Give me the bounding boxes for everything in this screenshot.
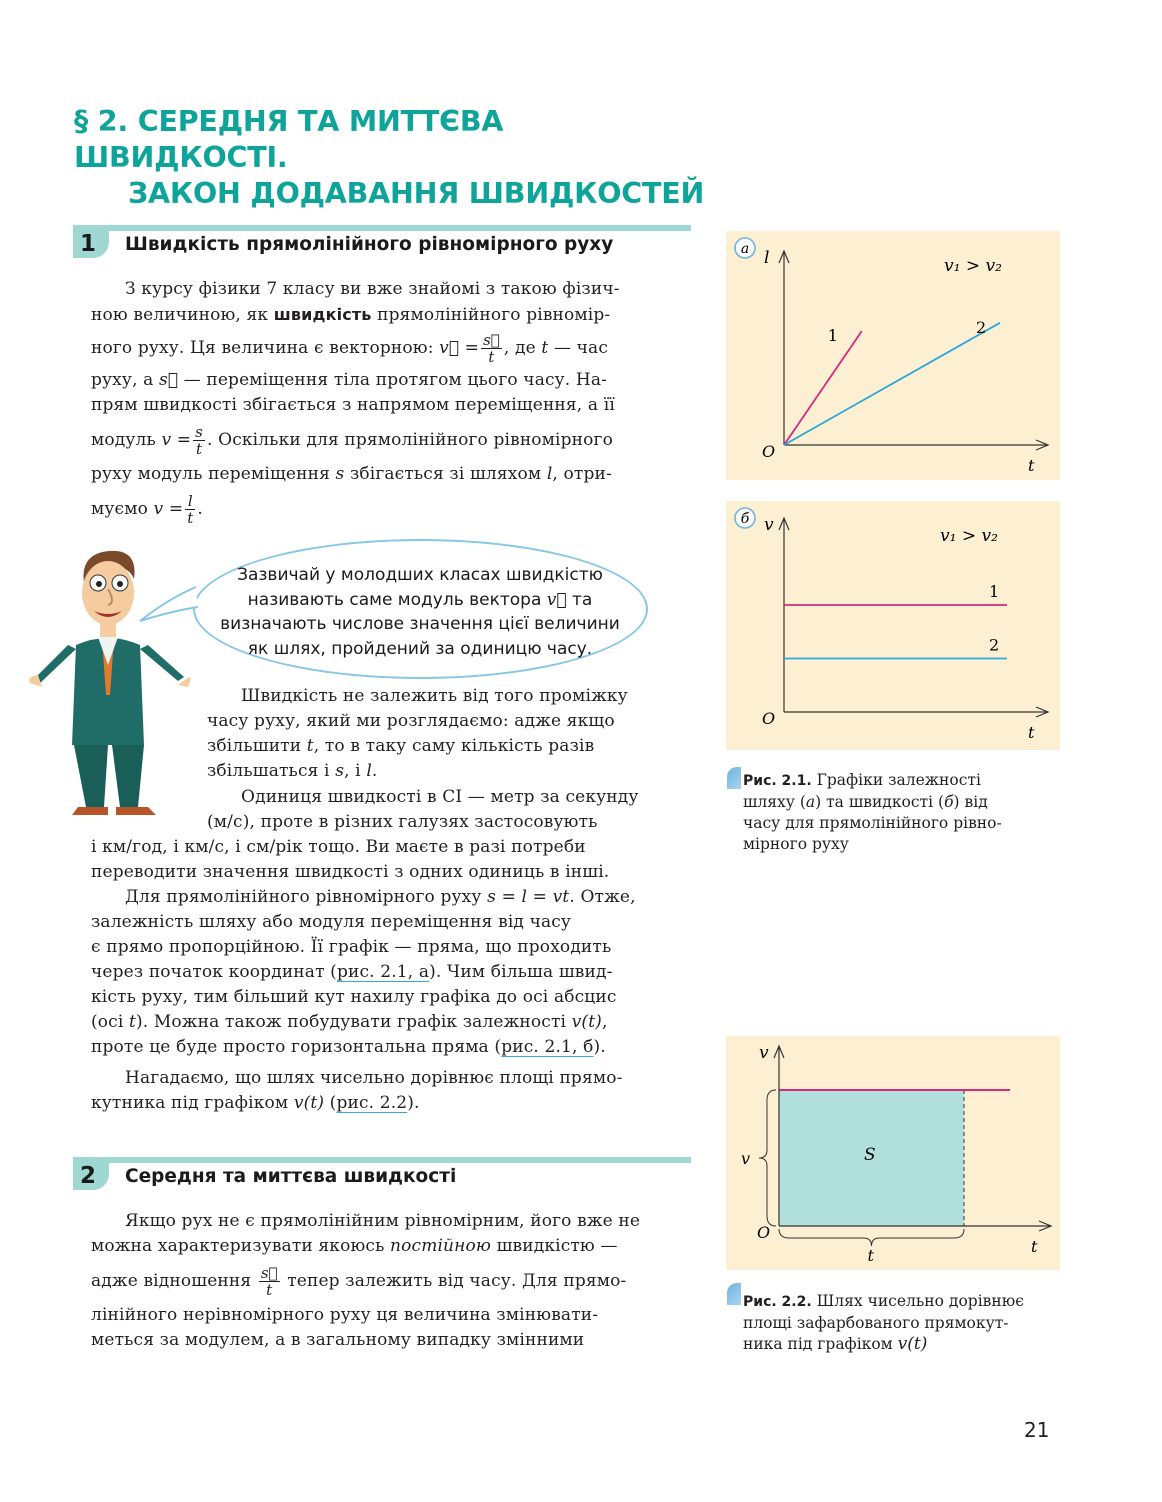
figure-2-2-panel (726, 1036, 1060, 1270)
text-line: (м/с), проте в різних галузях застосовують (207, 812, 598, 832)
speech-bubble-tail (138, 585, 200, 625)
relation-label: v₁ > v₂ (940, 526, 998, 546)
origin-label: O (762, 442, 776, 461)
brace-v-label: v (741, 1149, 751, 1168)
text-line: залежність шляху або модуля переміщення від часу (91, 912, 572, 932)
text-line: є прямо пропорційною. Її графік — пряма, що проходить (91, 937, 612, 957)
page-title (74, 104, 714, 212)
horizontal-brace (779, 1229, 964, 1246)
paragraph-6 (91, 1209, 691, 1353)
figure-link-2-1a[interactable]: рис. 2.1, а (336, 962, 430, 982)
series-line-2 (784, 323, 1000, 445)
section-bar (73, 225, 691, 231)
origin-label: O (762, 709, 776, 728)
caption-marker (727, 1283, 741, 1305)
series-line-1 (784, 331, 862, 445)
caption-marker (727, 767, 741, 789)
section-bar (73, 1157, 691, 1163)
section-2-header (73, 1157, 691, 1190)
text-line: можна характеризувати якоюсь постійною швидкістю — (91, 1236, 618, 1256)
fraction-l-over-t: $\frac{l}{t}$ (187, 492, 194, 527)
text-line: муємо v = $\frac{l}{t}$ . (91, 492, 203, 527)
panel-badge-label: а (740, 241, 750, 257)
text-line: ною величиною, як швидкість прямолінійного рівномір- (91, 305, 611, 325)
text-line: кість руху, тим більший кут нахилу графіка до осі абсцис (91, 987, 617, 1007)
text-line: модуль v = $\frac{s}{t}$ . Оскільки для прямолінійного рівномірного (91, 423, 613, 458)
figure-2-1-caption: Рис. 2.1. Графіки залежності шляху (а) та швидкості (б) від часу для прямолінійного рівно- мірного руху (743, 771, 1002, 853)
panel-badge-label: б (740, 511, 750, 527)
title-line-2: ЗАКОН ДОДАВАННЯ ШВИДКОСТЕЙ (128, 177, 705, 210)
text-line: і км/год, і км/с, і см/рік тощо. Ви маєте в разі потреби (91, 837, 586, 857)
y-axis-label: l (764, 248, 770, 268)
figure-link-2-2[interactable]: рис. 2.2 (336, 1093, 408, 1113)
text-line: меться за модулем, а в загальному випадку змінними (91, 1330, 585, 1350)
text-line: переводити значення швидкості з одних одиниць в інші. (91, 862, 610, 882)
figure-2-1a-panel (726, 231, 1060, 480)
text-line: (осі t). Можна також побудувати графік залежності v(t), (91, 1012, 608, 1032)
area-under-graph (726, 1036, 1060, 1270)
text-line: Нагадаємо, що шлях чисельно дорівнює площі прямо- (125, 1068, 623, 1088)
text-line: руху модуль переміщення s збігається зі шляхом l, отри- (91, 464, 612, 484)
text-line: Швидкість не залежить від того проміжку (241, 686, 628, 706)
title-line-1: § 2. СЕРЕДНЯ ТА МИТТЄВА ШВИДКОСТІ. (74, 105, 504, 174)
section-number: 1 (73, 231, 109, 258)
relation-label: v₁ > v₂ (944, 256, 1002, 276)
text-line: збільшити t, то в таку саму кількість разів (207, 736, 595, 756)
series-label-2: 2 (989, 635, 1000, 655)
paragraph-1 (91, 277, 691, 531)
section-number: 2 (73, 1163, 109, 1190)
text-line: адже відношення $\frac{s⃗}{t}$ тепер залежить від часу. Для прямо- (91, 1264, 627, 1299)
distance-time-graph (726, 231, 1060, 480)
x-axis-label: t (1028, 456, 1035, 475)
text-line: лінійного нерівномірного руху ця величина змінювати- (91, 1305, 599, 1325)
fraction-s-over-t: $\frac{s⃗}{t}$ (260, 1264, 278, 1299)
bubble-text: Зазвичай у молодших класах швидкістю називають саме модуль вектора v⃗ та визначають числове значення цієї величини як шлях, пройдений за одиницю часу. (220, 565, 620, 659)
section-heading: Середня та миттєва швидкості (125, 1166, 457, 1187)
x-axis-label: t (1028, 723, 1035, 742)
area-label: S (864, 1145, 876, 1165)
series-label-2: 2 (976, 317, 987, 337)
paragraph-3 (91, 785, 691, 885)
text-line: руху, а s⃗ — переміщення тіла протягом цього часу. На- (91, 370, 608, 390)
term-speed: швидкість (273, 305, 372, 324)
text-line: Якщо рух не є прямолінійним рівномірним, його вже не (125, 1211, 641, 1231)
fraction-s-over-t: $\frac{s}{t}$ (195, 423, 203, 458)
paragraph-5 (91, 1066, 691, 1116)
text-line: кутника під графіком v(t) (рис. 2.2). (91, 1093, 420, 1113)
origin-label: O (757, 1223, 771, 1242)
text-line: проте це буде просто горизонтальна пряма (рис. 2.1, б). (91, 1037, 606, 1057)
text-line: З курсу фізики 7 класу ви вже знайомі з такою фізич- (125, 279, 620, 299)
paragraph-2 (207, 684, 691, 784)
text-line: Одиниця швидкості в СІ — метр за секунду (241, 787, 639, 807)
series-label-1: 1 (827, 326, 838, 346)
y-axis-label: v (764, 515, 774, 535)
brace-t-label: t (867, 1246, 874, 1265)
text-line: через початок координат (рис. 2.1, а). Чим більша швид- (91, 962, 613, 982)
page-number: 21 (1024, 1418, 1050, 1442)
section-1-header (73, 225, 691, 258)
figure-2-1b-panel (726, 501, 1060, 750)
y-axis-label: v (759, 1043, 769, 1063)
text-line: Для прямолінійного рівномірного руху s = l = vt. Отже, (125, 887, 636, 907)
speed-time-graph (726, 501, 1060, 750)
paragraph-4 (91, 885, 691, 1060)
text-line: збільшаться і s, і l. (207, 761, 378, 781)
section-heading: Швидкість прямолінійного рівномірного руху (125, 234, 614, 255)
text-line: ного руху. Ця величина є векторною: v⃗ = $\frac{s⃗}{t}$ , де t — час (91, 331, 609, 366)
x-axis-label: t (1031, 1237, 1038, 1256)
fraction-s-over-t: $\frac{s⃗}{t}$ (483, 331, 500, 366)
series-label-1: 1 (989, 582, 1000, 601)
figure-link-2-1b[interactable]: рис. 2.1, б (501, 1037, 594, 1057)
text-line: прям швидкості збігається з напрямом переміщення, а її (91, 395, 615, 415)
figure-2-2-caption: Рис. 2.2. Шлях чисельно дорівнює площі зафарбованого прямокут- ника під графіком v(t) (743, 1292, 1024, 1354)
vertical-brace (759, 1090, 776, 1226)
text-line: часу руху, який ми розглядаємо: адже якщо (207, 711, 615, 731)
